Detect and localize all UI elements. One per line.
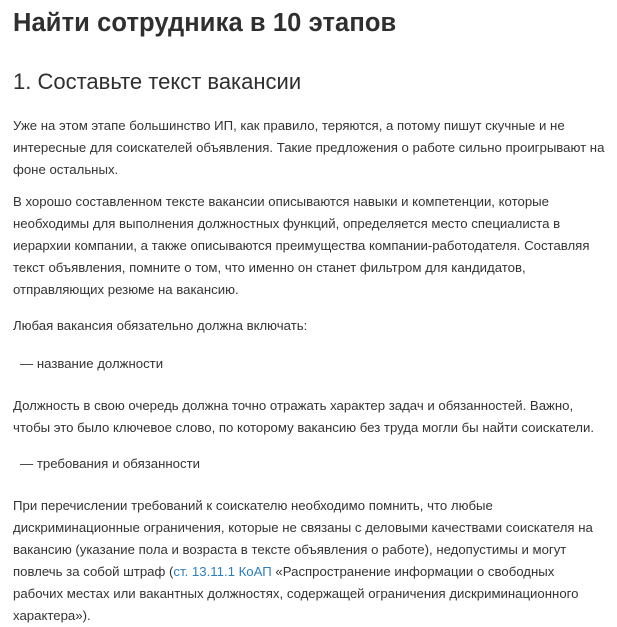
paragraph-requirements-text-before: При перечислении требований к соискателю необходимо помнить, что любые дискриминационные ограничения, которые не связаны с деловыми качествами соискателя на вакансию (указание пола и возраста в тексте объявления о работе), недопустимы и могут повлечь за собой штраф ( [13,498,593,579]
list-item-requirements: — требования и обязанности [20,456,200,471]
law-reference-link[interactable]: ст. 13.11.1 КоАП [173,564,272,579]
paragraph-intro: Уже на этом этапе большинство ИП, как правило, теряются, а потому пишут скучные и не интересные для соискателей объявления. Такие предложения о работе сильно проигрывают на фоне остальных. [13,118,605,177]
page-title: Найти сотрудника в 10 этапов [13,9,397,37]
paragraph-description: В хорошо составленном тексте вакансии описываются навыки и компетенции, которые необходимы для выполнения должностных функций, определяется место специалиста в иерархии компании, а также описываются преимущества компании-работодателя. Составляя текст объявления, помните о том, что именно он станет фильтром для кандидатов, отправляющих резюме на вакансию. [13,194,590,297]
paragraph-list-intro: Любая вакансия обязательно должна включать: [13,318,308,333]
step-heading: 1. Составьте текст вакансии [13,69,302,94]
paragraph-requirements [13,495,605,627]
list-item-job-title: — название должности [20,356,164,371]
paragraph-job-title: Должность в свою очередь должна точно отражать характер задач и обязанностей. Важно, чтобы это было ключевое слово, по которому вакансию без труда могли бы найти соискатели. [13,398,595,435]
paragraph-requirements-text-after: «Распространение информации о свободных рабочих местах или вакантных должностях, содержащей ограничения дискриминационного характера»). [13,564,579,623]
